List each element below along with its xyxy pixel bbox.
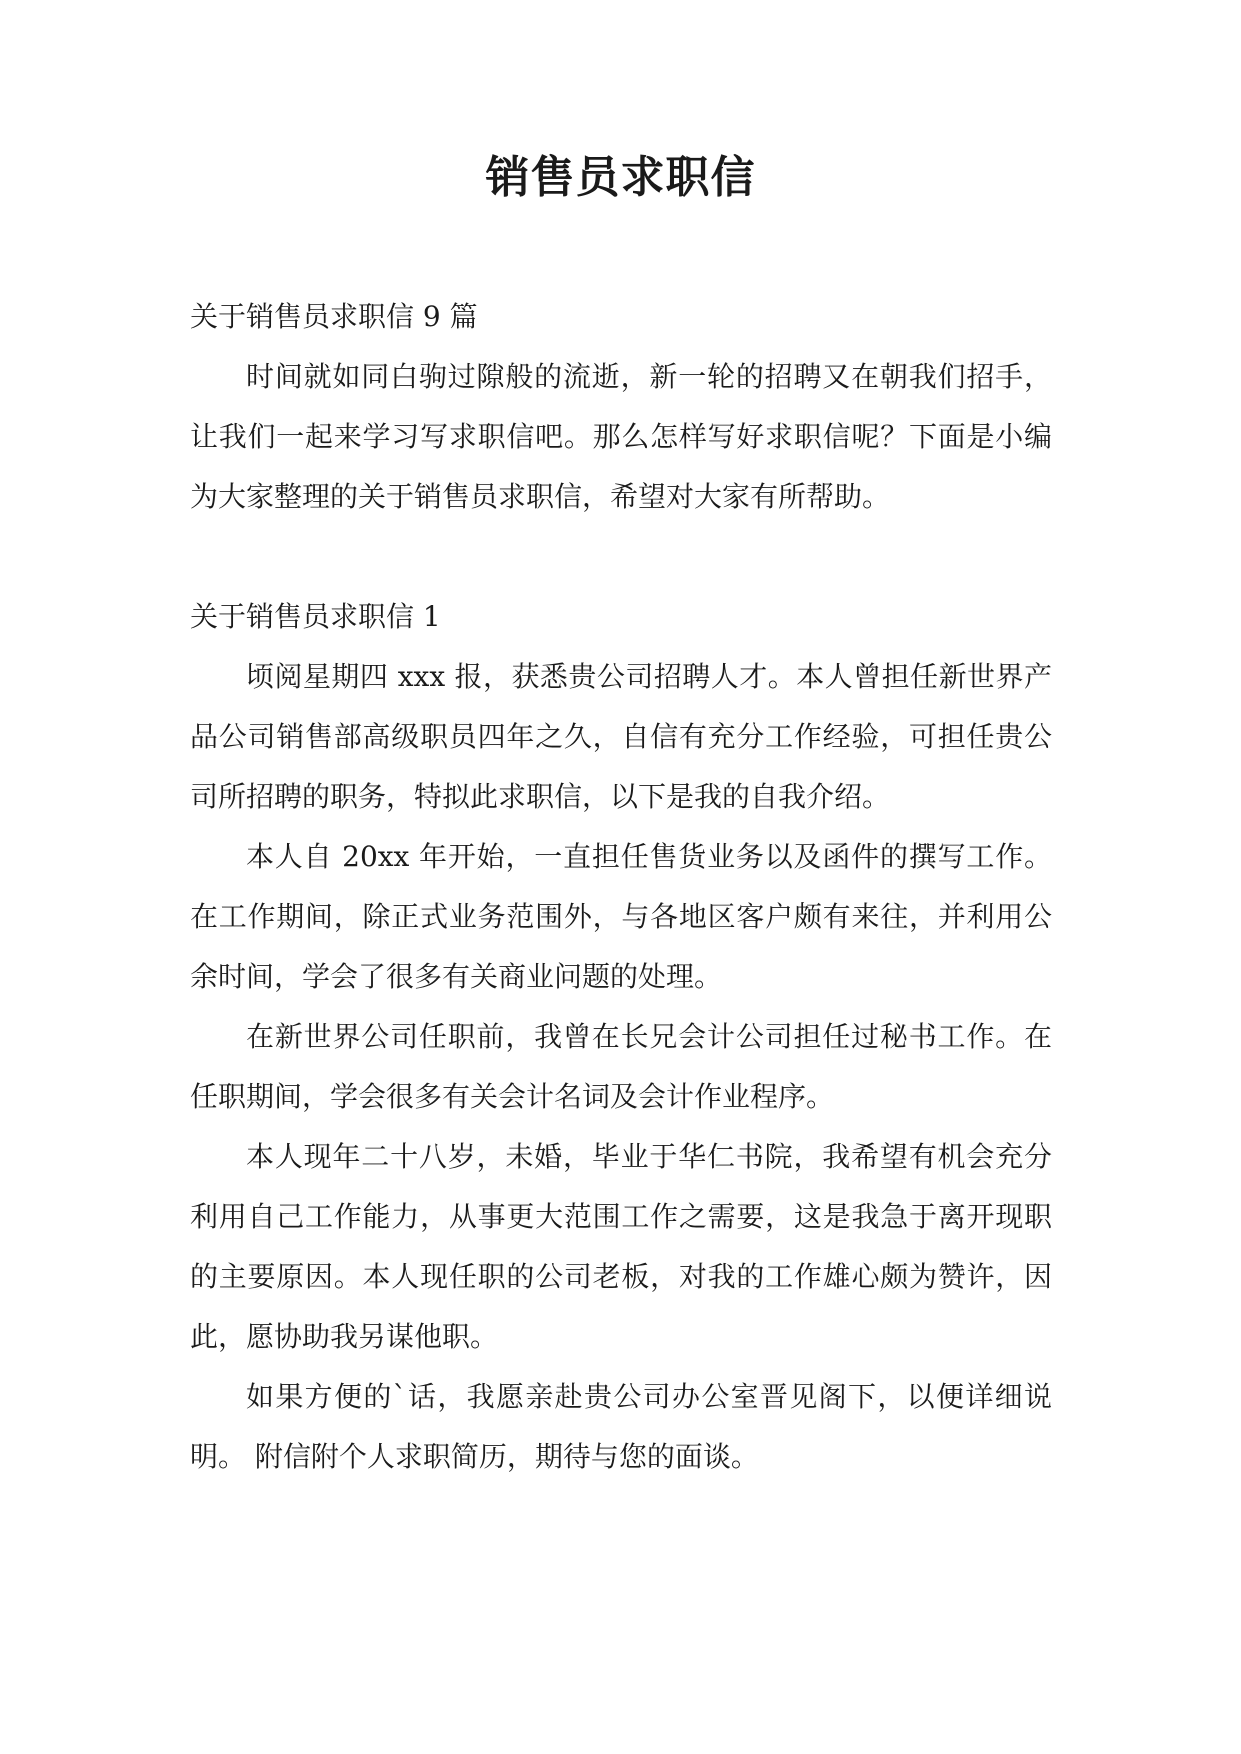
document-body [190, 287, 1052, 1487]
section1-heading: 关于销售员求职信 1 [190, 600, 441, 633]
document-title: 销售员求职信 [485, 152, 756, 203]
section1-paragraph: 如果方便的`话，我愿亲赴贵公司办公室晋见阁下，以便详细说明。 附信附个人求职简历，期待与您的面谈。 [190, 1380, 1052, 1473]
section1-paragraph: 在新世界公司任职前，我曾在长兄会计公司担任过秘书工作。在任职期间，学会很多有关会计名词及会计作业程序。 [190, 1020, 1052, 1113]
section1-paragraph: 顷阅星期四 xxx 报，获悉贵公司招聘人才。本人曾担任新世界产品公司销售部高级职员四年之久，自信有充分工作经验，可担任贵公司所招聘的职务，特拟此求职信，以下是我的自我介绍。 [190, 660, 1052, 813]
intro-heading: 关于销售员求职信 9 篇 [190, 300, 478, 333]
section1-paragraph: 本人自 20xx 年开始，一直担任售货业务以及函件的撰写工作。在工作期间，除正式业务范围外，与各地区客户颇有来往，并利用公余时间，学会了很多有关商业问题的处理。 [190, 840, 1052, 993]
section-spacer [190, 527, 1052, 587]
intro-paragraph: 时间就如同白驹过隙般的流逝，新一轮的招聘又在朝我们招手，让我们一起来学习写求职信吧。那么怎样写好求职信呢？下面是小编为大家整理的关于销售员求职信，希望对大家有所帮助。 [190, 360, 1052, 513]
section1-paragraph: 本人现年二十八岁，未婚，毕业于华仁书院，我希望有机会充分利用自己工作能力，从事更大范围工作之需要，这是我急于离开现职的主要原因。本人现任职的公司老板，对我的工作雄心颇为赞许，因此，愿协助我另谋他职。 [190, 1140, 1052, 1353]
